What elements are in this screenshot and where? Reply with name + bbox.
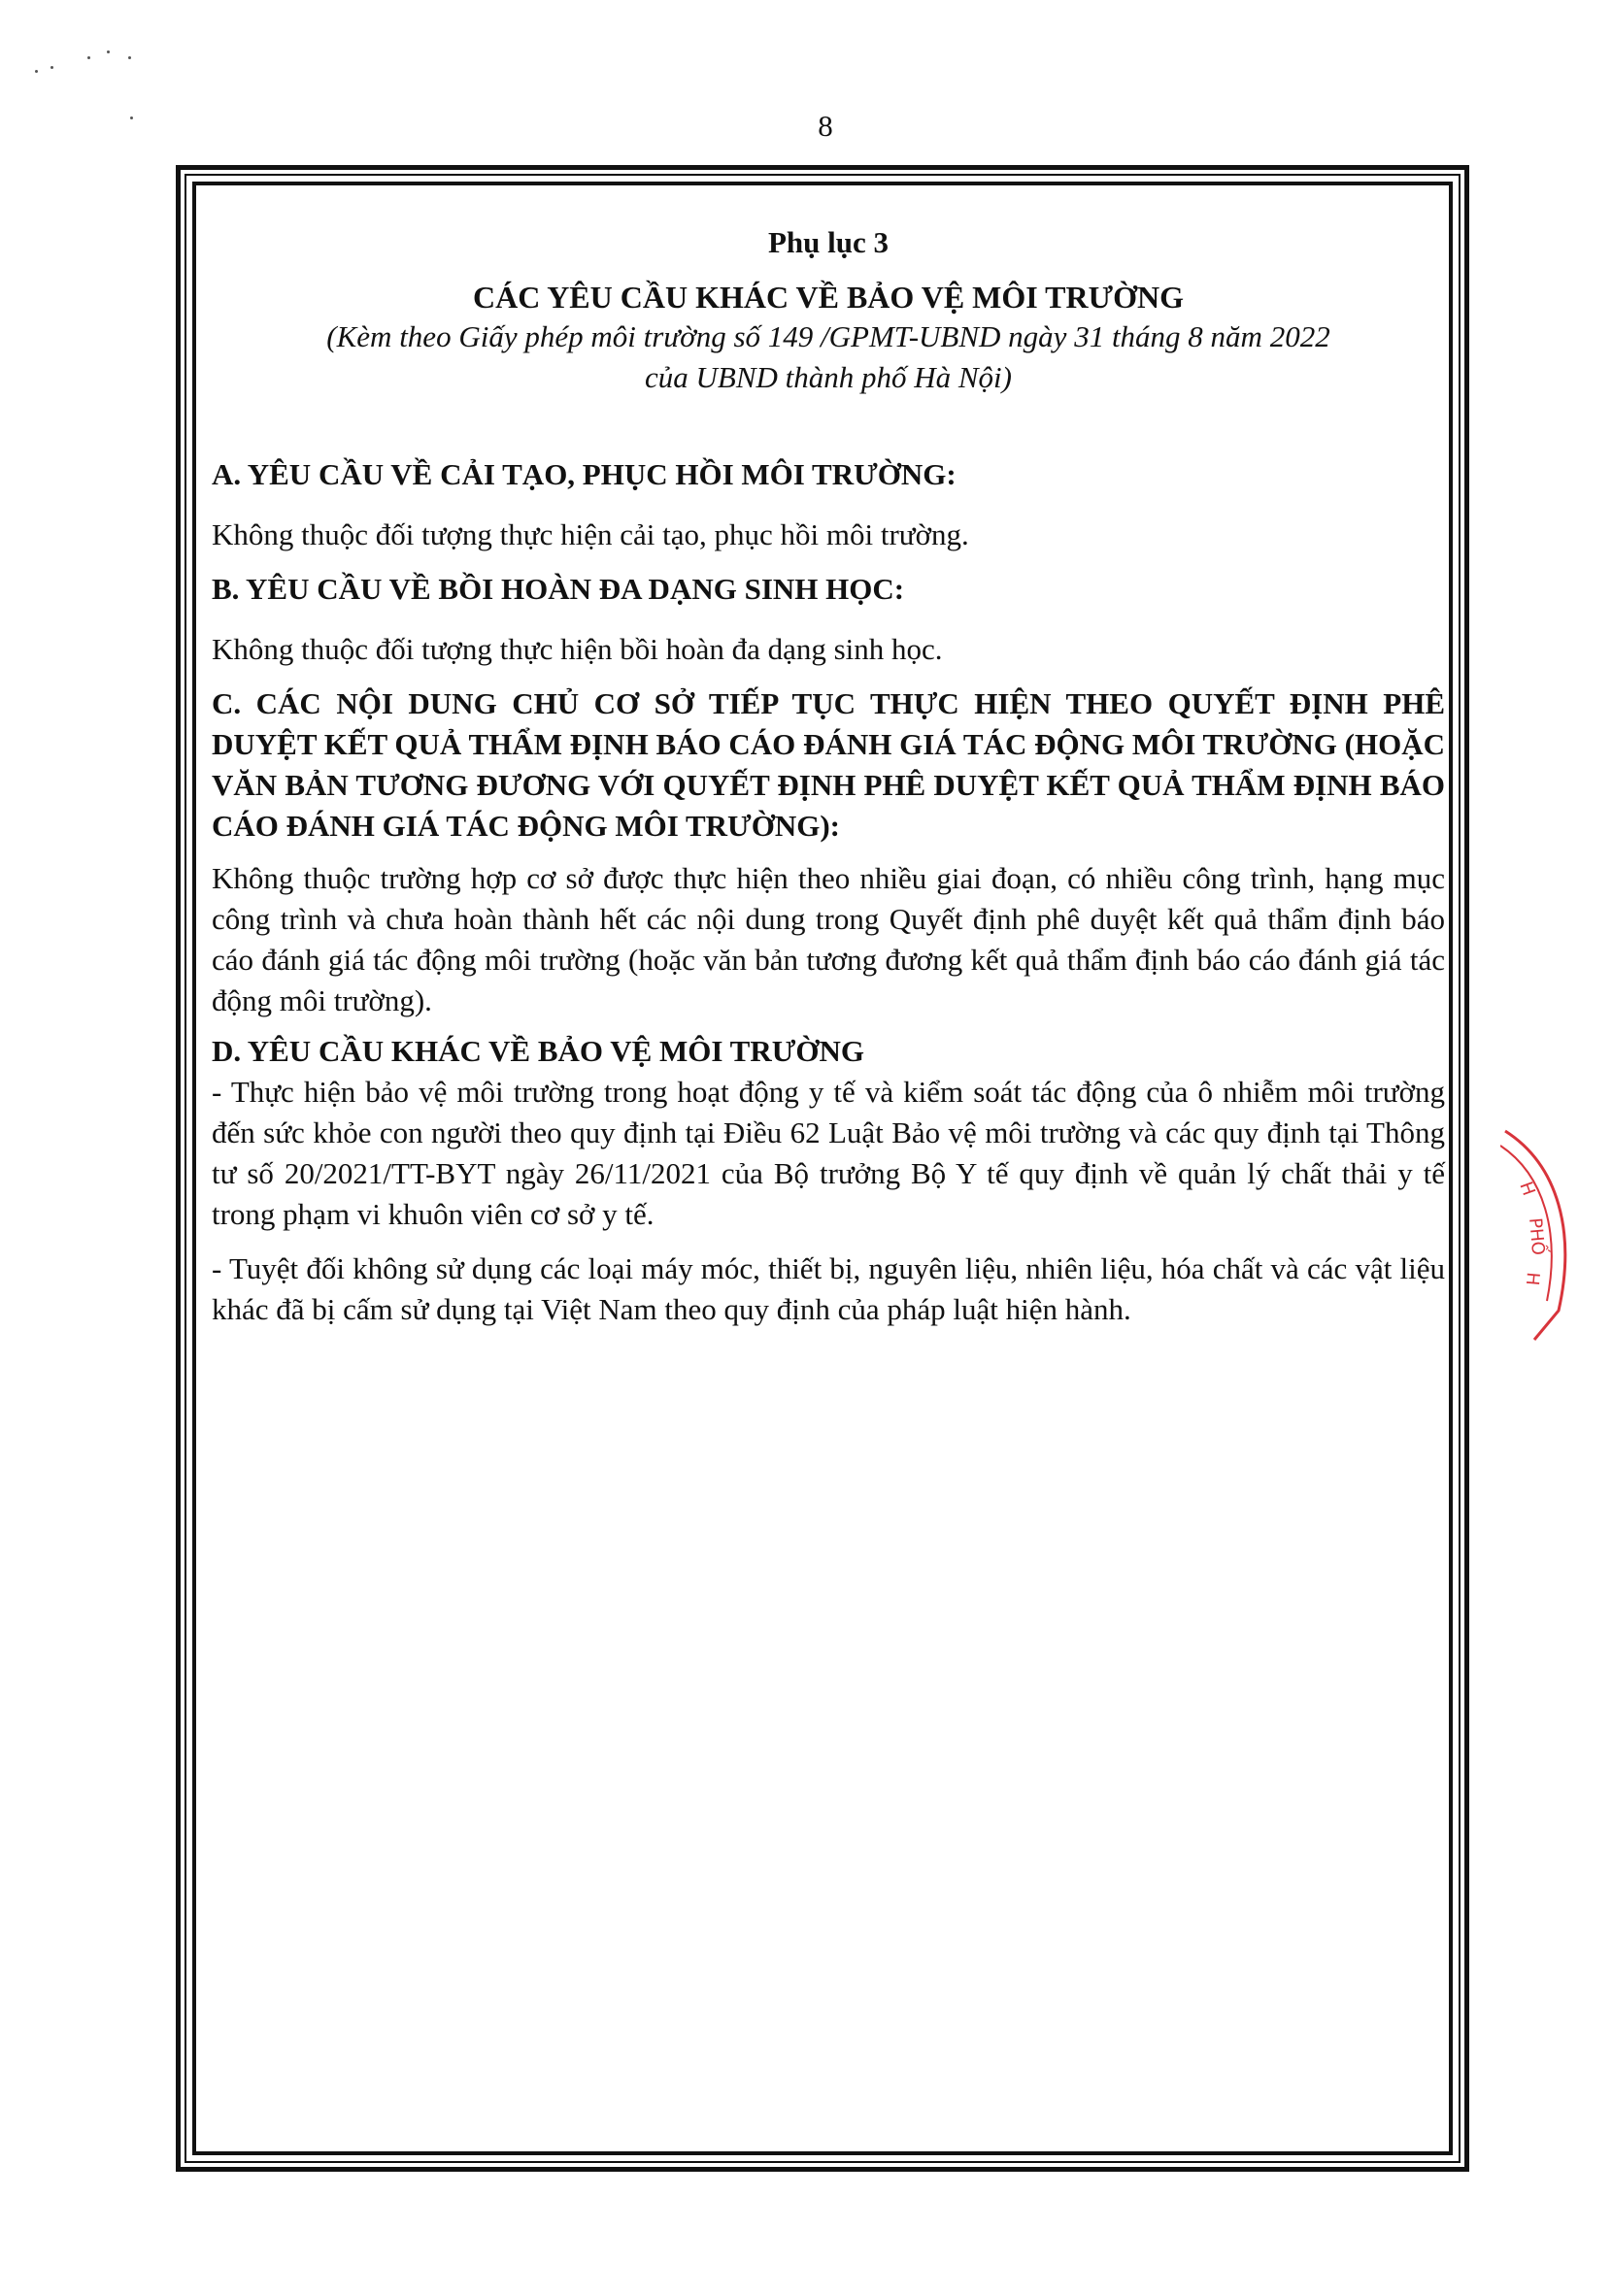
- section-a-body: Không thuộc đối tượng thực hiện cải tạo, phục hồi môi trường.: [212, 517, 969, 551]
- annex-subtitle-line-1: (Kèm theo Giấy phép môi trường số 149 /GPMT-UBND ngày 31 tháng 8 năm 2022: [326, 319, 1330, 353]
- annex-subtitle-line-2: của UBND thành phố Hà Nội): [644, 360, 1012, 394]
- section-d-heading: D. YÊU CẦU KHÁC VỀ BẢO VỆ MÔI TRƯỜNG: [212, 1034, 865, 1068]
- page-number: 8: [818, 109, 833, 143]
- red-seal-stamp: [1500, 1126, 1578, 1349]
- svg-text:H: H: [1521, 1271, 1543, 1286]
- scan-speck: [35, 70, 38, 73]
- section-b-body: Không thuộc đối tượng thực hiện bồi hoàn đa dạng sinh học.: [212, 632, 943, 666]
- section-d-item-1: - Thực hiện bảo vệ môi trường trong hoạt động y tế và kiểm soát tác động của ô nhiễm môi trường đến sức khỏe con người theo quy định tại Điều 62 Luật Bảo vệ môi trường và các quy định tại Thông tư số 20/2021/TT-BYT ngày 26/11/2021 của Bộ trưởng Bộ Y tế quy định về quản lý chất thải y tế trong phạm vi khuôn viên cơ sở y tế.: [212, 1075, 1445, 1231]
- scan-speck: [128, 56, 131, 59]
- section-d-item-2: - Tuyệt đối không sử dụng các loại máy móc, thiết bị, nguyên liệu, nhiên liệu, hóa chất và các vật liệu khác đã bị cấm sử dụng tại Việt Nam theo quy định của pháp luật hiện hành.: [212, 1251, 1445, 1326]
- annex-label: Phụ lục 3: [767, 225, 890, 259]
- section-c-heading: C. CÁC NỘI DUNG CHỦ CƠ SỞ TIẾP TỤC THỰC HIỆN THEO QUYẾT ĐỊNH PHÊ DUYỆT KẾT QUẢ THẨM ĐỊNH BÁO CÁO ĐÁNH GIÁ TÁC ĐỘNG MÔI TRƯỜNG (HOẶC VĂN BẢN TƯƠNG ĐƯƠNG VỚI QUYẾT ĐỊNH PHÊ DUYỆT KẾT QUẢ THẨM ĐỊNH BÁO CÁO ĐÁNH GIÁ TÁC ĐỘNG MÔI TRƯỜNG):: [212, 686, 1445, 843]
- annex-title: CÁC YÊU CẦU KHÁC VỀ BẢO VỆ MÔI TRƯỜNG: [473, 280, 1184, 315]
- svg-text:H: H: [1515, 1179, 1539, 1199]
- scan-speck: [87, 56, 90, 59]
- section-a-heading: A. YÊU CẦU VỀ CẢI TẠO, PHỤC HỒI MÔI TRƯỜNG:: [212, 457, 957, 491]
- scan-speck: [50, 66, 53, 69]
- scan-speck: [107, 50, 110, 53]
- section-b-heading: B. YÊU CẦU VỀ BỒI HOÀN ĐA DẠNG SINH HỌC:: [212, 572, 905, 606]
- svg-text:PHỐ: PHỐ: [1525, 1216, 1549, 1256]
- section-c-body: Không thuộc trường hợp cơ sở được thực hiện theo nhiều giai đoạn, có nhiều công trình, hạng mục công trình và chưa hoàn thành hết các nội dung trong Quyết định phê duyệt kết quả thẩm định báo cáo đánh giá tác động môi trường (hoặc văn bản tương đương kết quả thẩm định báo cáo đánh giá tác động môi trường).: [212, 861, 1445, 1017]
- document-content: [212, 223, 1445, 1330]
